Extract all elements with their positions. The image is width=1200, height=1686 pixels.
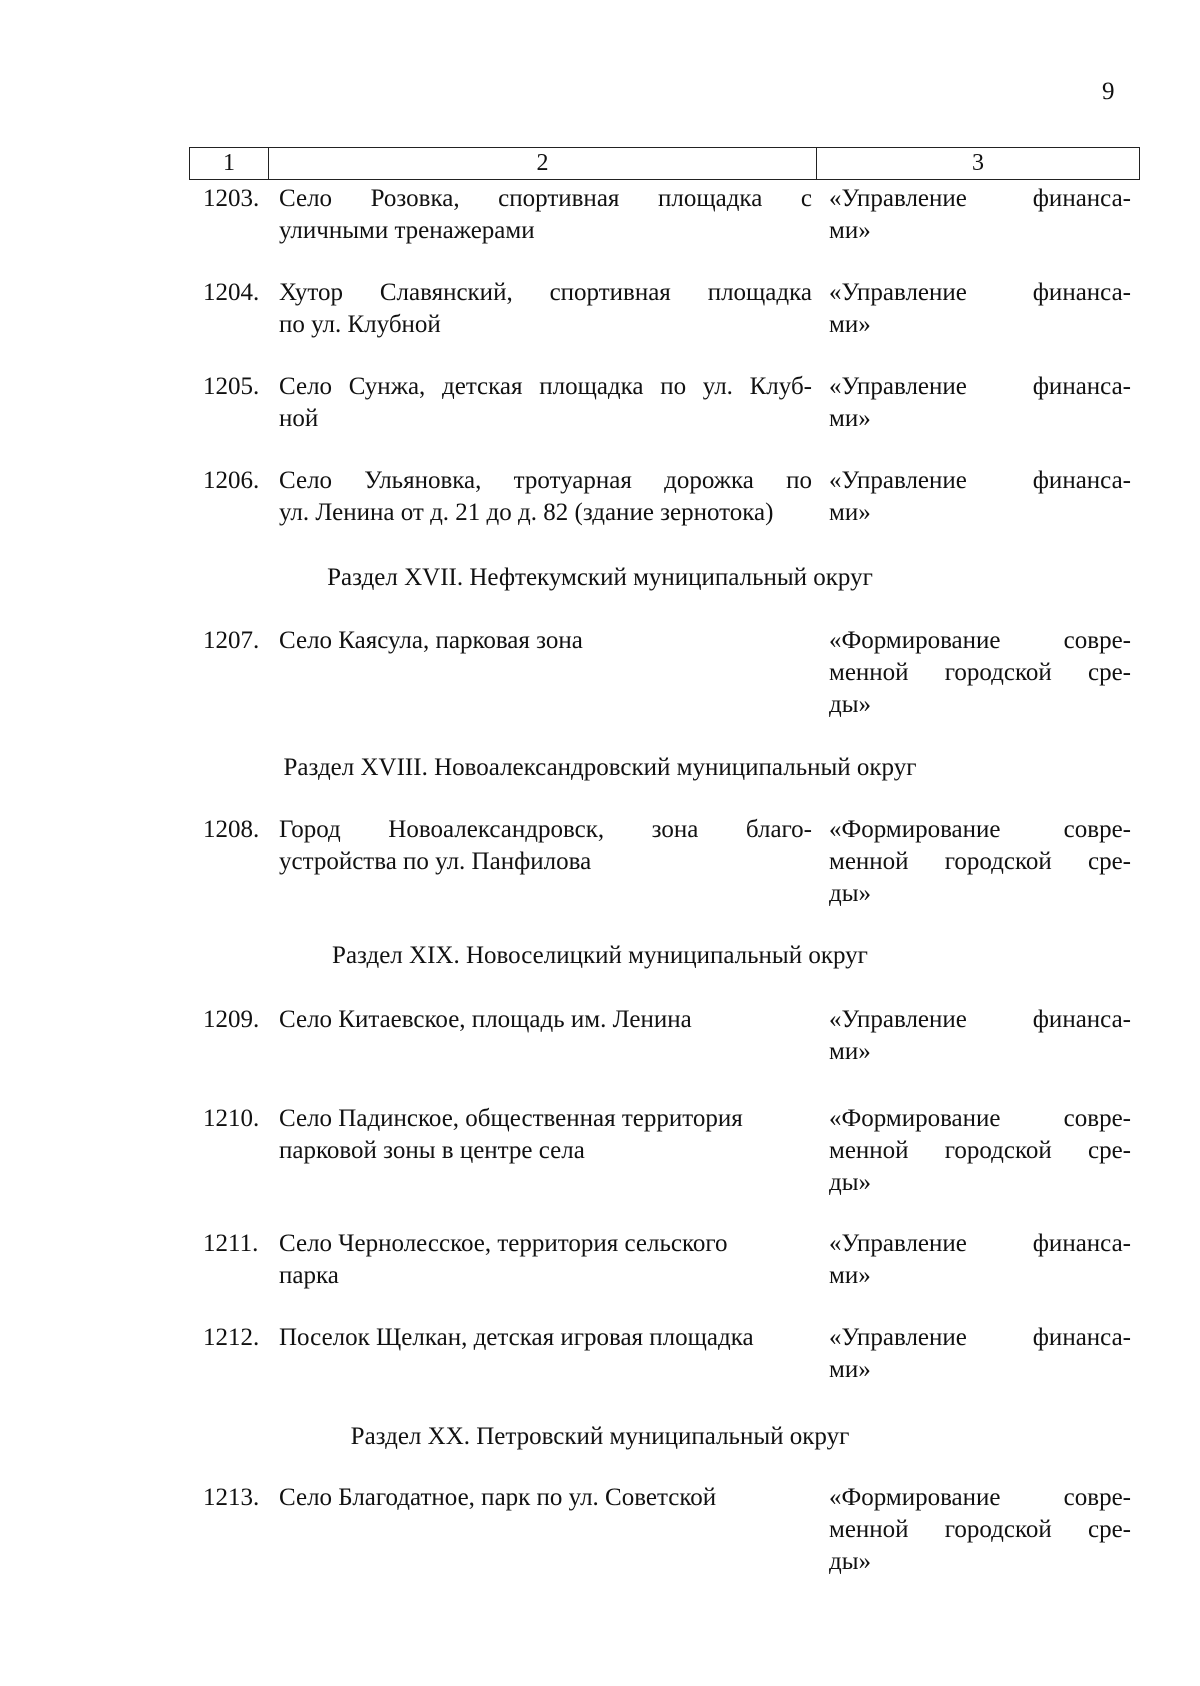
row-object: Село Ульяновка, тротуарная дорожка по ул. Ленина от д. 21 до д. 82 (здание зернотока): [279, 467, 812, 526]
row-object: Город Новоалександровск, зона благо- устройства по ул. Панфилова: [279, 816, 812, 875]
row-number: 1208.: [203, 816, 260, 843]
table-header: [189, 147, 1140, 180]
row-program: «Формирование совре- менной городской сре- ды»: [829, 816, 1131, 907]
row-object: Село Китаевское, площадь им. Ленина: [279, 1006, 692, 1033]
row-object: Хутор Славянский, спортивная площадка по ул. Клубной: [279, 279, 812, 338]
row-number: 1205.: [203, 373, 260, 400]
row-program: «Управление финанса- ми»: [829, 279, 1131, 338]
row-object: Село Каясула, парковая зона: [279, 627, 583, 654]
row-number: 1203.: [203, 185, 260, 212]
header-col-3: 3: [972, 150, 984, 176]
row-program: «Формирование совре- менной городской сре- ды»: [829, 1105, 1131, 1196]
row-object: Село Благодатное, парк по ул. Советской: [279, 1484, 717, 1511]
row-object: Село Сунжа, детская площадка по ул. Клуб- ной: [279, 373, 812, 432]
section-heading: Раздел XIX. Новоселицкий муниципальный округ: [332, 942, 868, 969]
section-heading: Раздел XX. Петровский муниципальный округ: [350, 1423, 850, 1450]
row-object: Село Чернолесское, территория сельского парка: [279, 1230, 728, 1289]
page-number: 9: [1102, 78, 1115, 105]
header-col-1: 1: [190, 148, 269, 179]
row-program: «Управление финанса- ми»: [829, 1230, 1131, 1289]
row-number: 1204.: [203, 279, 260, 306]
row-program: «Управление финанса- ми»: [829, 1006, 1131, 1065]
row-object: Село Падинское, общественная территория парковой зоны в центре села: [279, 1105, 743, 1164]
row-program: «Управление финанса- ми»: [829, 373, 1131, 432]
row-object: Поселок Щелкан, детская игровая площадка: [279, 1324, 754, 1351]
row-program: «Управление финанса- ми»: [829, 467, 1131, 526]
header-col-2: 2: [269, 148, 817, 179]
row-number: 1206.: [203, 467, 260, 494]
row-program: «Формирование совре- менной городской сре- ды»: [829, 1484, 1131, 1575]
row-number: 1210.: [203, 1105, 260, 1132]
row-number: 1212.: [203, 1324, 260, 1351]
row-object: Село Розовка, спортивная площадка с уличными тренажерами: [279, 185, 812, 244]
section-heading: Раздел XVIII. Новоалександровский муниципальный округ: [283, 754, 917, 781]
row-program: «Управление финанса- ми»: [829, 185, 1131, 244]
row-program: «Формирование совре- менной городской сре- ды»: [829, 627, 1131, 718]
section-heading: Раздел XVII. Нефтекумский муниципальный округ: [327, 564, 873, 591]
row-number: 1209.: [203, 1006, 260, 1033]
row-program: «Управление финанса- ми»: [829, 1324, 1131, 1383]
row-number: 1211.: [203, 1230, 259, 1257]
row-number: 1213.: [203, 1484, 260, 1511]
row-number: 1207.: [203, 627, 260, 654]
